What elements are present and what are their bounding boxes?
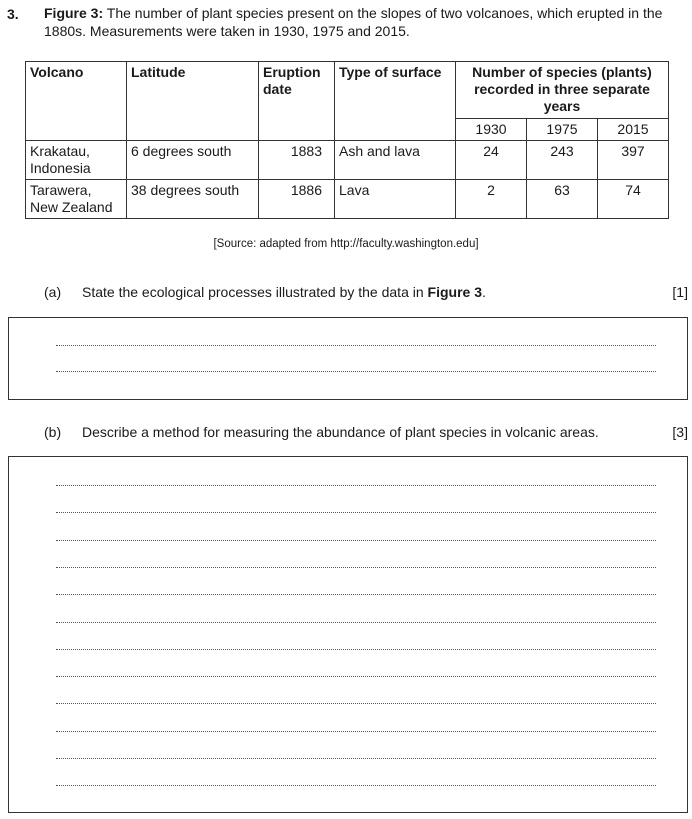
eruption-cell: 1883 [259,141,335,180]
answer-line[interactable] [56,676,656,677]
part-a-text: State the ecological processes illustrated by the data in Figure 3. [82,284,486,300]
year-header: 2015 [598,119,669,141]
answer-line[interactable] [56,485,656,486]
answer-line[interactable] [56,594,656,595]
table-row [26,180,669,219]
count-cell: 24 [456,141,527,180]
count-cell: 243 [527,141,598,180]
table-row [26,141,669,180]
species-table [25,61,669,219]
answer-line[interactable] [56,703,656,704]
volcano-cell: Tarawera, New Zealand [26,180,127,219]
answer-line[interactable] [56,345,656,346]
answer-box-a[interactable] [8,317,688,400]
answer-line[interactable] [56,567,656,568]
count-cell: 74 [598,180,669,219]
header-eruption-date: Eruption date [259,62,335,141]
year-header: 1930 [456,119,527,141]
figure-label: Figure 3: [44,5,104,21]
part-a-letter: (a) [44,284,62,300]
answer-box-b[interactable] [8,456,688,813]
count-cell: 2 [456,180,527,219]
answer-line[interactable] [56,649,656,650]
part-a-marks: [1] [672,284,688,300]
table-header-row [26,62,669,119]
header-surface: Type of surface [335,62,456,141]
header-latitude: Latitude [127,62,259,141]
volcano-cell: Krakatau, Indonesia [26,141,127,180]
latitude-cell: 38 degrees south [127,180,259,219]
answer-line[interactable] [56,758,656,759]
answer-line[interactable] [56,785,656,786]
year-header: 1975 [527,119,598,141]
eruption-cell: 1886 [259,180,335,219]
question-number: 3. [7,6,19,22]
surface-cell: Lava [335,180,456,219]
surface-cell: Ash and lava [335,141,456,180]
answer-line[interactable] [56,512,656,513]
source-citation: [Source: adapted from http://faculty.washington.edu] [213,238,479,250]
answer-line[interactable] [56,622,656,623]
latitude-cell: 6 degrees south [127,141,259,180]
answer-line[interactable] [56,731,656,732]
count-cell: 63 [527,180,598,219]
answer-line[interactable] [56,540,656,541]
header-volcano: Volcano [26,62,127,141]
part-b-letter: (b) [44,424,62,440]
part-b-text: Describe a method for measuring the abundance of plant species in volcanic areas. [82,424,599,440]
answer-line[interactable] [56,371,656,372]
part-b-marks: [3] [672,424,688,440]
question-intro [44,4,664,40]
intro-text: The number of plant species present on the slopes of two volcanoes, which erupted in the 1880s. Measurements were taken in 1930, 1975 and 2015. [44,5,663,39]
count-cell: 397 [598,141,669,180]
header-species: Number of species (plants) recorded in three separate years [456,62,669,119]
